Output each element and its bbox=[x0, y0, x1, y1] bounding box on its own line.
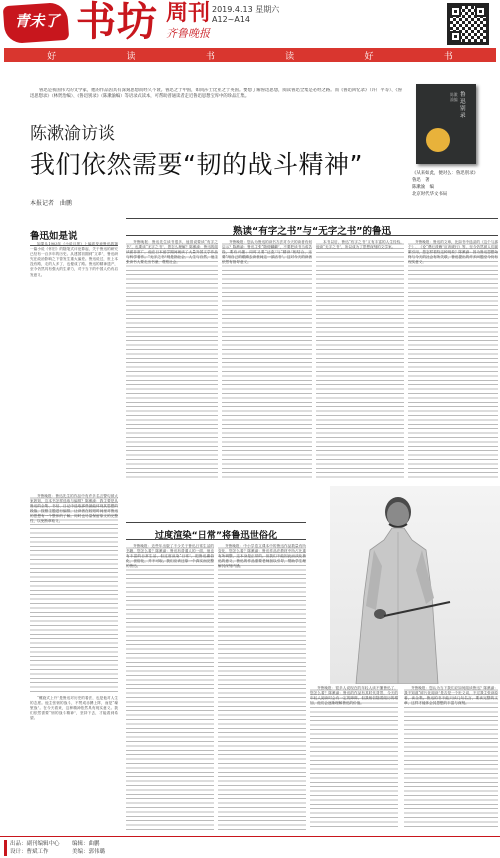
footer-design: 设计：曹斌工作 bbox=[10, 849, 49, 855]
column-1-text-a: 如果从1903年《小说月报》上编印发表鲁迅的第一篇小说《怀旧》的随笔式评论算起，关于鲁迅的研究已经有一百多年的历史。从建国初期到“文革”，鲁迅研究在政治影响之下曾发生重大偏差。鲁迅说过，世上本没有路，走的人多了，也便成了路。鲁迅的精神遗产，至今仍然具有强大的生命力，对于当下的中国人仍有启发意义。 bbox=[30, 242, 118, 277]
byline: 本报记者 曲鹏 bbox=[30, 200, 73, 207]
book-cover-title: 鲁迅别录 bbox=[460, 92, 466, 119]
column-5-text-a: 齐鲁晚报：很多人说现在的年轻人读不懂鲁迅了，您怎么看？陈漱渝：鲁迅的作品有其时代背景，今天的年轻人阅读时会有一定的障碍。但我相信随着阅历的增加，他们会逐渐理解鲁迅的价值。 bbox=[310, 686, 398, 830]
column-1-text-b: 齐鲁晚报：鲁迅先生的作品中有许多名言警句被大家熟知，这本书怎样选取与编排？陈漱渝：我主要是从鲁迅的全集、书信、日记中选取那些最能体现其思想的段落，按照主题进行编排，让读者在较短时间里对鲁迅的思想有一个整体的了解。同时也尽量保留原文的完整性，以免断章取义。 bbox=[30, 494, 118, 694]
column-2-text-a: 齐鲁晚报：鲁迅先生读书很多，他曾说要读“有字之书”，也要读“无字之书”，您怎么理解？陈漱渝：鲁迅的阅读面非常广，他在日本留学期间就读了大量外国文学作品与科学著作。“无字之书”则是指社会、人生与自然，他主张读书人要走出书斋，观察社会。 bbox=[126, 240, 218, 480]
book-cover-subtitle: 陈漱渝编 bbox=[450, 92, 458, 102]
footer bbox=[0, 836, 500, 858]
masthead bbox=[0, 0, 500, 68]
book-cover-moon bbox=[426, 128, 450, 152]
section-title: 书坊 bbox=[76, 0, 158, 45]
portrait-photo bbox=[330, 486, 500, 684]
column-1-text-c: “螺旋式上升”是鲁迅对历史的看法，也是他对人生的态度。他主张韧的战斗，不赞成赤膊上阵，而是“壕堑战”。在今天看来，这种精神依然具有现实意义。我们依然需要“韧的战斗精神”，坚持下去，才能看到希望。 bbox=[30, 696, 118, 721]
intro-paragraph: 鲁迅是我国伟大的文学家，他的作品因具有深刻思想而经久不衰。鲁迅之于中国，如同莎士比亚之于英国。要想了解鲁迅思想，阅读鲁迅全集是必经之路。而《鲁迅回忆录》（许广平等）、《鲁迅思想录》（林贤治编）、《鲁迅别录》（陈漱渝编）等语录式读本，可帮助普通读者走近鲁迅思想宝库中的珍品汇集。 bbox=[30, 88, 402, 100]
column-4-text-b: 齐鲁晚报：中小学语文课本中的鲁迅作品数量有所变化，您怎么看？陈漱渝：鲁迅作品在教材中所占比重有所调整，这本身是正常的。但我们不能因此而淡化鲁迅的意义，鲁迅的作品需要老师加以引导，帮助学生理解其深刻内涵。 bbox=[218, 544, 306, 830]
book-caption-editor: 陈漱渝 编 bbox=[412, 185, 434, 190]
date-text: 2019.4.13 bbox=[212, 5, 253, 14]
headline: 我们依然需要“韧的战斗精神” bbox=[30, 150, 363, 179]
logo-text: 青未了 bbox=[14, 12, 60, 30]
column-5-text-b: 齐鲁晚报：您认为当下我们应如何阅读鲁迅？陈漱渝：我不知道“碎片化阅读”是否是一个贬义词，不过我主张读原著，读全集。鲁迅的书不能只读几句名言，要读完整的文章，这样才能体会其思想的丰富与深刻。 bbox=[404, 686, 498, 830]
column-2b-text: 齐鲁晚报：您认为鲁迅的读书方法对今天的读者有何启示？陈漱渝：鲁迅主张“随便翻翻”，不要把读书当成苦役，要有兴趣；同时又要“泛览”与“精读”相结合，还要“用自己的眼睛去读世间这一部活书”。这对今天的读者依然有指导意义。 bbox=[222, 240, 312, 480]
weekday-text: 星期六 bbox=[255, 5, 280, 14]
section-title-3-wrap bbox=[126, 522, 306, 540]
column-3-text-a: 本书以后，鲁迅“有字之书”又有丰富的人生经验，他读“无字之书”，所以成为了思想深刻的文学家。 bbox=[316, 240, 404, 480]
kicker: 陈漱渝访谈 bbox=[30, 124, 115, 144]
book-caption-publisher: 北京时代华文书局 bbox=[412, 192, 448, 197]
section-title-3: 过度渲染“日常”将鲁迅世俗化 bbox=[154, 530, 278, 541]
weekly-label: 周刊 bbox=[166, 1, 211, 26]
portrait-figure bbox=[330, 486, 500, 684]
book-caption bbox=[412, 170, 498, 198]
slogan-char: 好 bbox=[364, 51, 374, 62]
slogan-bar bbox=[4, 48, 496, 62]
section-title-2-wrap bbox=[126, 218, 498, 236]
newspaper-name: 齐鲁晚报 bbox=[166, 27, 210, 40]
column-3-text-b: 齐鲁晚报：鲁迅的文章，比如书中选录的《这个与那个》、《论“费厄泼赖”应该缓行》等，至今仍然被人们频繁引用，您怎样看待这种现象？陈漱渝：因为鲁迅思想始终与今天的社会有所关联，鲁迅提出的许多问题至今仍有现实意义。 bbox=[408, 240, 498, 480]
column-4-text-a: 齐鲁晚报：近些年出版了不少关于鲁迅日常生活的书籍，您怎么看？陈漱渝：鲁迅有普通人的一面，他也有丰富的日常生活，但过度渲染“日常”，把鲁迅庸俗化、世俗化，并不可取。我们应该还原一个真实而完整的鲁迅。 bbox=[126, 544, 214, 830]
qr-code bbox=[447, 3, 489, 45]
book-caption-author: 鲁迅 著 bbox=[412, 178, 430, 183]
footer-accent bbox=[4, 840, 7, 856]
footer-producer: 出品：副刊编辑中心 bbox=[10, 841, 60, 847]
slogan-char: 读 bbox=[126, 51, 136, 62]
slogan-char: 读 bbox=[285, 51, 295, 62]
section-title-1: 鲁迅如是说 bbox=[30, 224, 118, 246]
page-range: A12~A14 bbox=[212, 15, 251, 24]
slogan-char: 书 bbox=[205, 51, 215, 62]
slogan-char: 好 bbox=[47, 51, 57, 62]
footer-editor: 编辑：曲鹏 bbox=[72, 841, 100, 847]
footer-artist: 美编：郭伟璐 bbox=[72, 849, 106, 855]
slogan-char: 书 bbox=[443, 51, 453, 62]
book-cover bbox=[416, 84, 476, 164]
book-caption-title: 《从来如此，便对么：鲁迅别录》 bbox=[412, 171, 478, 176]
section-title-2: 熟读“有字之书”与“无字之书”的鲁迅 bbox=[233, 226, 391, 237]
